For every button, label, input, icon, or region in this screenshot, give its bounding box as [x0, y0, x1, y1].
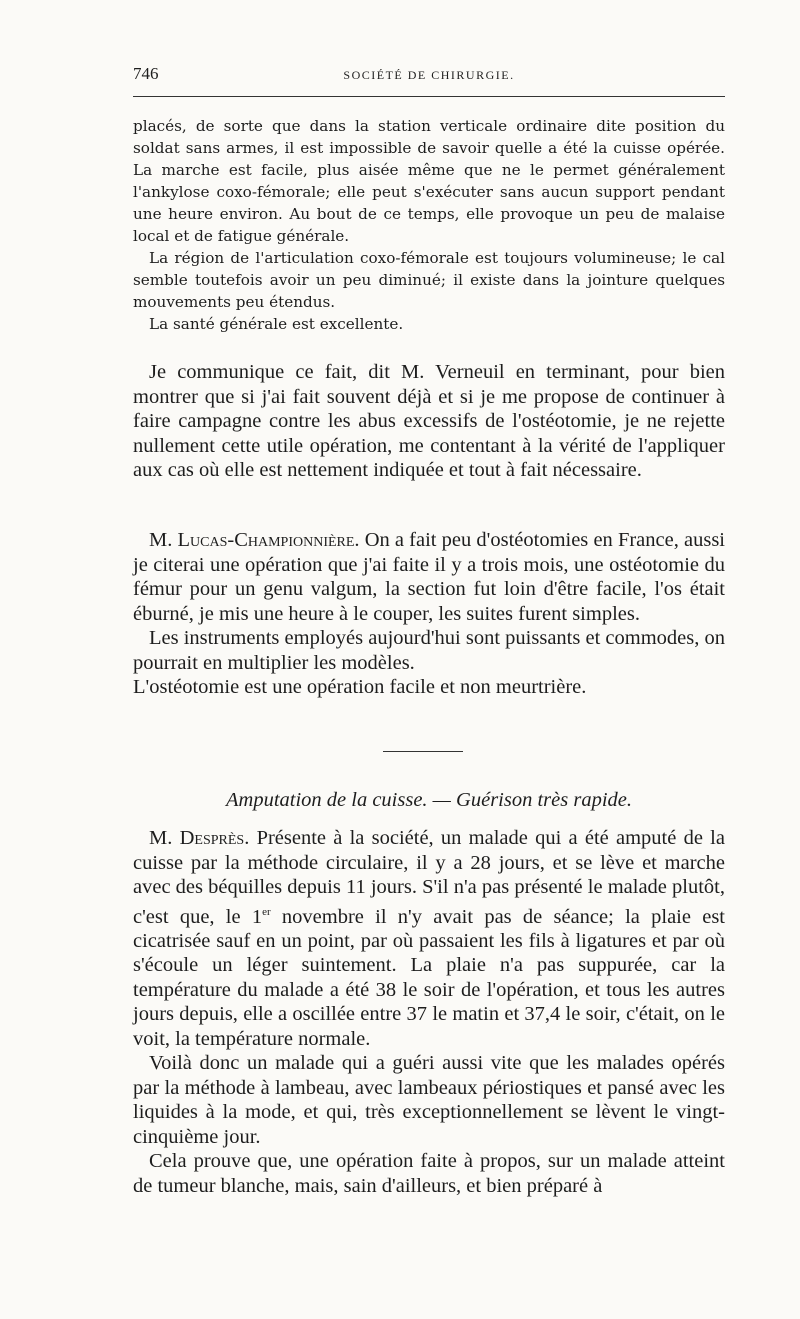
verneuil-conclusion: [133, 360, 725, 483]
paragraph: [133, 826, 725, 1051]
despres-report: [133, 826, 725, 1198]
ordinal-suffix: er: [262, 905, 271, 918]
paragraph: Les instruments employés aujourd'hui sont puissants et commodes, on pourrait en multiplier les modèles.: [133, 627, 725, 674]
paragraph: placés, de sorte que dans la station verticale ordinaire dite position du soldat sans armes, il est impossible de savoir quelle a été la cuisse opérée. La marche est facile, plus aisée même que ne le permet généralement l'ankylose coxo-fémorale; elle peut s'exécuter sans aucun support pendant une heure environ. Au bout de ce temps, elle provoque un peu de malaise local et de fatigue générale.: [133, 117, 725, 245]
lucas-championniere-remarks: [133, 528, 725, 700]
section-separator: [383, 751, 463, 754]
speaker-name: M. Desprès.: [149, 827, 250, 849]
paragraph-text: novembre il n'y avait pas de séance; la plaie est cicatrisée sauf en un point, par où passaient les fils à ligatures et par où s'écoule un léger suintement. La plaie n'a pas suppurée, car la température du malade a été 38 le soir de l'opération, et tous les autres jours depuis, elle a oscillée entre 37 le matin et 37,4 le soir, c'était, on le voit, la température normale.: [133, 905, 725, 1050]
paragraph: La santé générale est excellente.: [149, 315, 404, 333]
paragraph: L'ostéotomie est une opération facile et non meurtrière.: [133, 676, 587, 698]
case-report-continuation: [133, 115, 725, 335]
paragraph: Voilà donc un malade qui a guéri aussi vite que les malades opérés par la méthode à lambeau, avec lambeaux périostiques et pansé avec les liquides à la mode, et qui, très exceptionnellement se lèvent le vingt-cinquième jour.: [133, 1052, 725, 1148]
paragraph: La région de l'articulation coxo-fémorale est toujours volumineuse; le cal semble toutefois avoir un peu diminué; il existe dans la jointure quelques mouvements peu étendus.: [133, 249, 725, 311]
header-rule: [133, 96, 725, 97]
speaker-name: M. Lucas-Championnière.: [149, 529, 360, 551]
running-title: SOCIÉTÉ DE CHIRURGIE.: [343, 68, 515, 82]
paragraph: Cela prouve que, une opération faite à propos, sur un malade atteint de tumeur blanche, mais, sain d'ailleurs, et bien préparé à: [133, 1150, 725, 1197]
paragraph-text: Présente à la société, un malade qui a été amputé de la cuisse par la méthode circulaire, il y a 28 jours, et se lève et marche avec des béquilles depuis 11 jours. S'il n'a pas présenté le malade plutôt, c'est que, le 1: [133, 827, 725, 928]
paragraph: Je communique ce fait, dit M. Verneuil en terminant, pour bien montrer que si j'ai fait souvent déjà et si je me propose de continuer à faire campagne contre les abus excessifs de l'ostéotomie, je ne rejette nullement cette utile opération, me contentant à la vérité de l'appliquer aux cas où elle est nettement indiquée et tout à fait nécessaire.: [133, 361, 725, 481]
page-header: [133, 64, 725, 88]
section-title: Amputation de la cuisse. — Guérison très rapide.: [226, 789, 632, 811]
paragraph-text: On a fait peu d'ostéotomies en France, aussi je citerai une opération que j'ai faite il y a trois mois, une ostéotomie du fémur pour un genu valgum, la section fut loin d'être facile, l'os était éburné, je mis une heure à le couper, les suites furent simples.: [133, 529, 725, 625]
paragraph: [133, 528, 725, 626]
page-number: 746: [133, 64, 159, 83]
